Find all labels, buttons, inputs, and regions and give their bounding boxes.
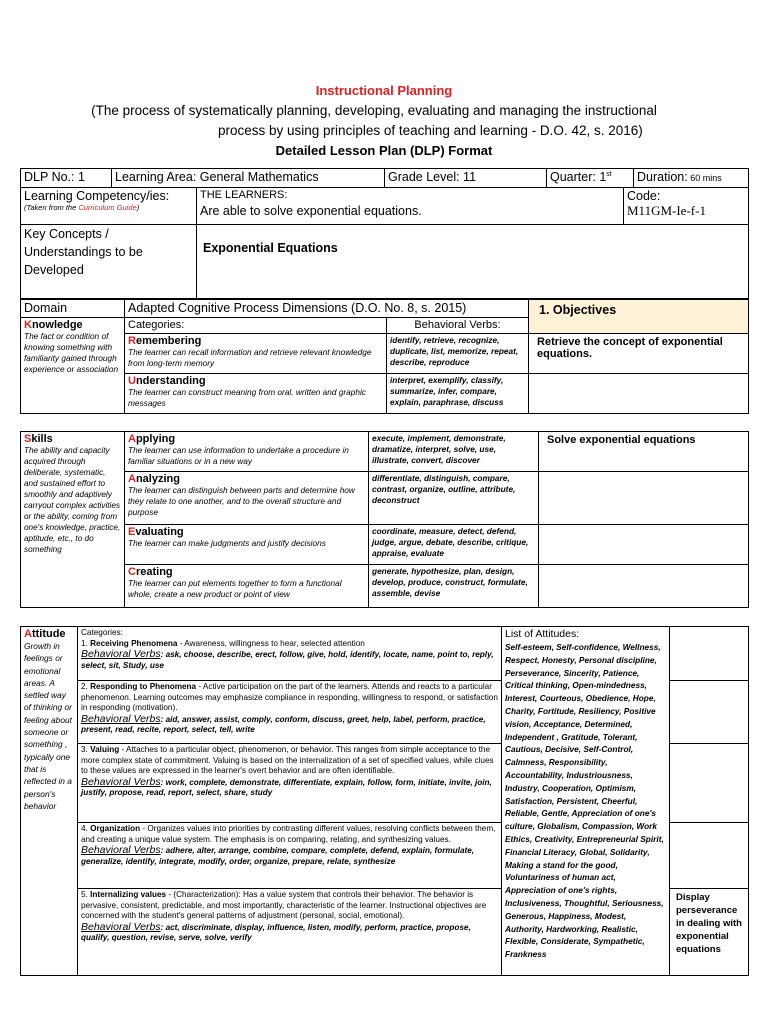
attitude-objective-2 [670,681,749,744]
skills-rest: kills [31,433,53,445]
code-label: Code: [627,189,661,203]
knowledge-rest: nowledge [31,319,83,331]
attitude-rest: ttitude [31,628,66,640]
attitude-desc: Growth in feelings or emotional areas. A settled way of thinking or feeling about someone or something , typically one that is reflected in a person's behavior [24,641,72,811]
attitude-row-1 [78,627,502,681]
verbs-label: Behavioral Verbs: [387,318,529,334]
objective-analyzing [539,472,749,525]
evaluating-cell [125,525,369,565]
understanding-verbs: interpret, exemplify, classify, summarize, infer, compare, explain, paraphrase, discuss [387,374,529,414]
bv-label: Behavioral Verbs [81,920,161,933]
responding-desc: - Active participation on the part of the learners. Attends and reacts to a particular phenomenon. Learning outcomes may emphasize compliance in responding, willingness to respond, or satisfaction in responding (motivation). [81,682,498,713]
skills-first-letter: S [24,433,32,445]
quarter-sup: st [606,170,612,178]
attitude-row-2 [78,681,502,744]
attitudes-list-cell [502,627,670,976]
subtitle-line-1: (The process of systematically planning, developing, evaluating and managing the instructional [91,103,657,118]
evaluating-verbs: coordinate, measure, detect, defend, judge, argue, debate, describe, critique, appraise, evaluate [369,525,539,565]
receiving-num: 1. [81,638,91,648]
knowledge-table [20,299,749,414]
learners-cell [197,188,624,225]
applying-rest: pplying [135,433,176,445]
creating-first: C [128,566,136,578]
attitude-domain-cell [21,627,78,976]
internalizing-verbs [81,922,498,944]
learners-text: Are able to solve exponential equations. [200,204,422,218]
valuing-num: 3. [81,745,91,754]
receiving-verbs-text: : ask, choose, describe, erect, follow, give, hold, identify, locate, name, point to, reply, select, sit, Study, use [81,650,494,670]
organization-verbs-text: : adhere, alter, arrange, combine, compare, complete, defend, explain, formulate, generalize, identify, integrate, modify, order, organize, prepare, relate, synthesize [81,846,475,866]
internalizing-verbs-text: : act, discriminate, display, influence, listen, modify, perform, practice, propose, qualify, question, revise, serve, solve, verify [81,922,471,943]
analyzing-cell [125,472,369,525]
bv-label: Behavioral Verbs [81,844,161,857]
note-curriculum-guide: Curriculum Guide [78,203,137,212]
analyzing-first: A [128,473,136,485]
page-title: Instructional Planning [315,83,453,98]
organization-verbs [81,845,498,867]
applying-verbs: execute, implement, demonstrate, dramatize, interpret, solve, use, illustrate, convert, discover [369,432,539,472]
skills-title [24,433,121,445]
competency-label-cell [21,188,197,225]
learners-heading: THE LEARNERS: [200,189,288,201]
bv-label: Behavioral Verbs [81,775,161,788]
understanding-title [128,375,383,387]
attitudes-list-label: List of Attitudes: [505,628,580,640]
organization-num: 4. [81,824,91,833]
understanding-desc: The learner can construct meaning from oral, written and graphic messages [128,387,366,408]
attitude-objective-3 [670,744,749,823]
analyzing-desc: The learner can distinguish between parts and determine how they relate to one another, and to the overall structure and purpose [128,485,355,517]
competency-note [24,203,193,212]
domain-label: Domain [21,300,125,318]
attitude-table [20,626,749,976]
analyzing-verbs: differentiate, distinguish, compare, contrast, organize, outline, attribute, deconstruct [369,472,539,525]
organization-name: Organization [90,824,141,833]
duration-value: 60 mins [687,173,722,183]
attitude-categories-label: Categories: [81,628,123,637]
subtitle-line-2: process by using principles of teaching and learning - D.O. 42, s. 2016) [218,123,643,138]
attitude-objective-4 [670,823,749,889]
creating-desc: The learner can put elements together to form a functional whole, create a new product or point of view [128,578,342,599]
attitude-objective-5: Display perseverance in dealing with exponential equations [670,889,749,976]
creating-rest: reating [135,566,173,578]
organization-desc: - Organizes values into priorities by contrasting different values, resolving conflicts between them, and creating a unique value system. The emphasis is on comparing, relating, and synthesizing values. [81,824,496,844]
key-concepts-label: Key Concepts / Understandings to be Developed [21,225,197,299]
skills-domain-cell [21,432,125,608]
evaluating-title [128,526,365,538]
bv-label: Behavioral Verbs [81,648,161,661]
objective-creating [539,565,749,608]
creating-verbs: generate, hypothesize, plan, design, develop, produce, construct, formulate, assemble, devise [369,565,539,608]
evaluating-rest: valuating [135,526,184,538]
knowledge-first-letter: K [24,319,32,331]
creating-cell [125,565,369,608]
objective-applying: Solve exponential equations [539,432,749,472]
objective-understanding [529,374,749,414]
remembering-cell [125,334,387,374]
internalizing-name: Internalizing values [90,890,167,899]
receiving-verbs [81,649,498,671]
competency-table [20,187,749,299]
attitude-row-4 [78,823,502,889]
responding-num: 2. [81,682,91,691]
attitudes-list: Self-esteem, Self-confidence, Wellness, Respect, Honesty, Personal discipline, Perseverance, Sincerity, Patience, Critical thinking, Open-mindedness, Interest, Courteous, Obedience, Hope, Charity, Fortitude, Resiliency, Positive vision, Acceptance, Determined, Independent , Gratitude, Tolerant, Cautious, Decisive, Self-Control, Calmness, Responsibility, Accountability, Industriousness, Industry, Cooperation, Optimism, Satisfaction, Persistent, Cheerful, Reliable, Gentle, Appreciation of one's culture, Globalism, Compassion, Work Ethics, Creativity, Entrepreneurial Spirit, Financial Literacy, Global, Solidarity, Making a stand for the good, Voluntariness of human act, Appreciation of one's rights, Inclusiveness, Thoughtful, Seriousness, Generous, Happiness, Modest, Authority, Hardworking, Realistic, Flexible, Considerate, Sympathetic, Frankness [505,642,664,960]
attitude-title [24,628,74,640]
applying-cell [125,432,369,472]
remembering-desc: The learner can recall information and retrieve relevant knowledge from long-term memory [128,347,372,368]
remembering-verbs: identify, retrieve, recognize, duplicate, list, memorize, repeat, describe, reproduce [387,334,529,374]
organization-line [81,824,498,845]
internalizing-desc: - (Characterization): Has a value system that controls their behavior. The behavior is pervasive, consistent, predictable, and most importantly, characteristic of the learner. Instructional objectives are concerned with the student's general patterns of adjustment (personal, social, emotional). [81,890,487,921]
competency-label: Learning Competency/ies: [24,189,170,203]
receiving-name: Receiving Phenomena [90,638,178,648]
valuing-name: Valuing [90,745,120,754]
quarter [547,169,634,188]
code-value: M11GM-Ie-f-1 [627,203,706,218]
objectives-heading: 1. Objectives [529,300,749,334]
understanding-cell [125,374,387,414]
evaluating-first: E [128,526,136,538]
grade-level: Grade Level: 11 [385,169,547,188]
valuing-line [81,745,498,777]
categories-label: Categories: [125,318,387,334]
note-prefix: (Taken from the [24,203,79,212]
learning-area: Learning Area: General Mathematics [112,169,385,188]
analyzing-rest: nalyzing [135,473,180,485]
knowledge-domain-cell [21,318,125,414]
format-title: Detailed Lesson Plan (DLP) Format [275,143,493,158]
knowledge-title [24,319,121,331]
remembering-title [128,335,383,347]
understanding-first: U [128,375,136,387]
evaluating-desc: The learner can make judgments and justify decisions [128,538,326,548]
valuing-verbs [81,777,498,799]
applying-desc: The learner can use information to undertake a procedure in familiar situations or in a new way [128,445,349,466]
remembering-rest: emembering [135,335,202,347]
analyzing-title [128,473,365,485]
bv-label: Behavioral Verbs [81,712,161,725]
key-concepts-value: Exponential Equations [197,225,749,299]
responding-name: Responding to Phenomena [90,682,197,691]
internalizing-line [81,890,498,922]
skills-desc: The ability and capacity acquired through deliberate, systematic, and sustained effort to smoothly and adaptively carryout complex activities or the ability, coming from one's knowledge, practice, aptitude, etc., to do something [24,446,121,554]
responding-line [81,682,498,714]
note-suffix: ) [136,203,140,212]
applying-first: A [128,433,136,445]
creating-title [128,566,365,578]
attitude-row-5 [78,889,502,976]
attitude-row-3 [78,744,502,823]
duration-label: Duration: [637,170,688,184]
knowledge-desc: The fact or condition of knowing something with familiarity gained through experience or association [24,331,119,374]
skills-table [20,431,749,608]
responding-verbs-text: : aid, answer, assist, comply, conform, discuss, greet, help, label, perform, practice, present, read, recite, report, select, tell, write [81,714,486,735]
dlp-no: DLP No.: 1 [21,169,112,188]
attitude-first-letter: A [24,628,32,640]
code-cell [624,188,749,225]
quarter-label: Quarter: 1 [550,170,607,184]
objective-evaluating [539,525,749,565]
understanding-rest: nderstanding [135,375,206,387]
applying-title [128,433,365,445]
objective-remembering: Retrieve the concept of exponential equations. [529,334,749,374]
valuing-verbs-text: : work, complete, demonstrate, differentiate, explain, follow, form, initiate, invite, join, justify, propose, read, report, select, share, study [81,777,492,798]
responding-verbs [81,714,498,736]
adapted-dimensions: Adapted Cognitive Process Dimensions (D.O. No. 8, s. 2015) [125,300,529,318]
receiving-desc: - Awareness, willingness to hear, selected attention [177,638,365,648]
info-table [20,168,749,188]
remembering-first: R [128,335,136,347]
attitude-objective-1 [670,627,749,681]
duration [634,169,749,188]
valuing-desc: - Attaches to a particular object, phenomenon, or behavior. This ranges from simple acceptance to the more complex state of commitment. Valuing is based on the internalization of a set of specified values, while clues to these values are expressed in the learner's overt behavior and are often identifiable. [81,745,494,776]
internalizing-num: 5. [81,890,91,899]
